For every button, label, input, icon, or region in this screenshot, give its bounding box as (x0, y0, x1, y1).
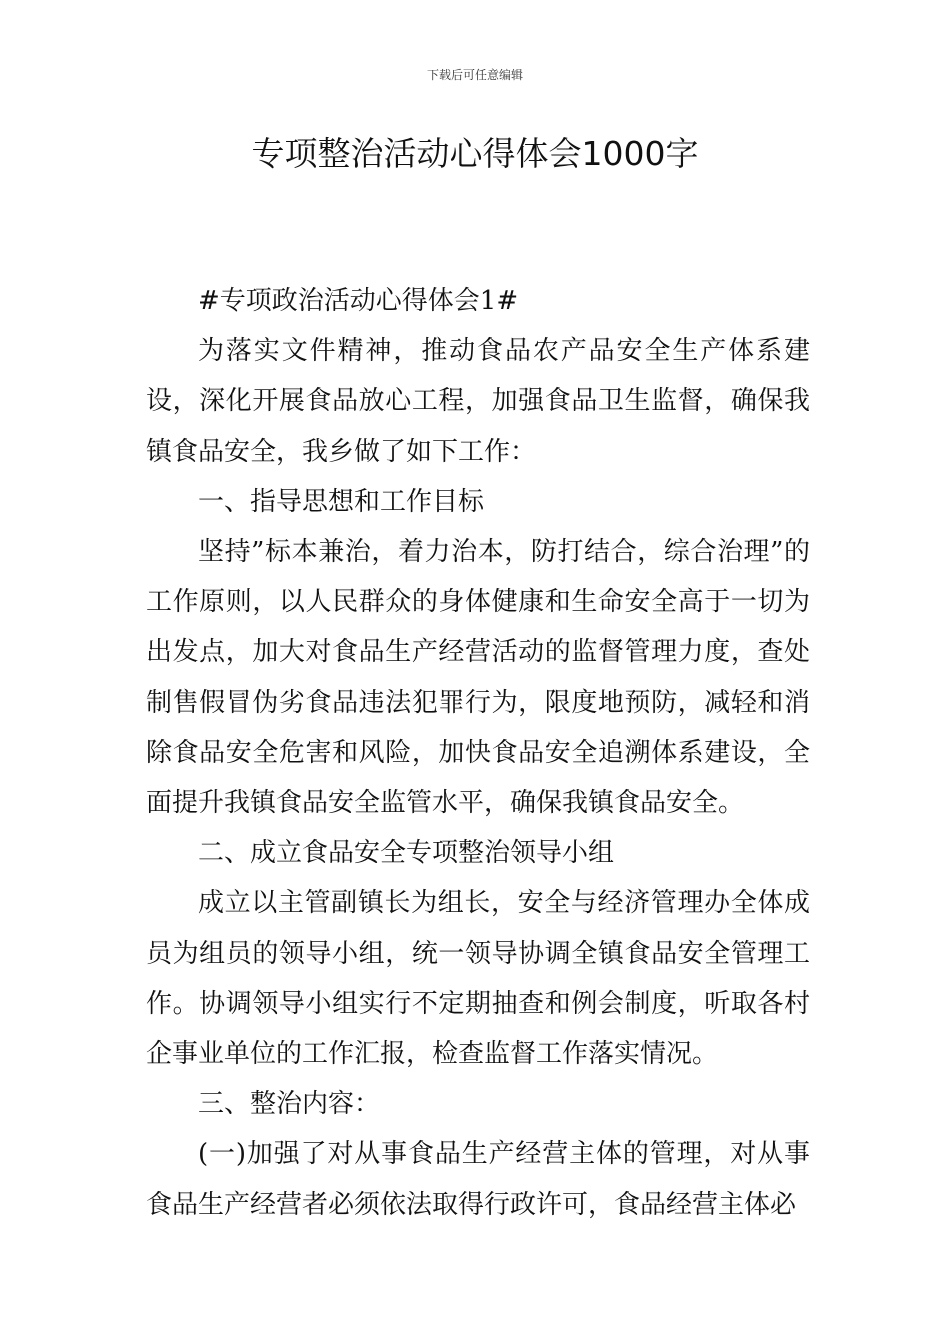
paragraph: 为落实文件精神，推动食品农产品安全生产体系建设，深化开展食品放心工程，加强食品卫生监督，确保我镇食品安全，我乡做了如下工作： (146, 336, 810, 467)
document-body (146, 276, 810, 1230)
paragraph: 坚持”标本兼治，着力治本，防打结合，综合治理”的工作原则，以人民群众的身体健康和生命安全高于一切为出发点，加大对食品生产经营活动的监督管理力度，查处制售假冒伪劣食品违法犯罪行为，限度地预防，减轻和消除食品安全危害和风险，加快食品安全追溯体系建设，全面提升我镇食品安全监管水平，确保我镇食品安全。 (146, 537, 810, 819)
document-title: 专项整治活动心得体会1000字 (251, 134, 699, 173)
header-note: 下载后可任意编辑 (426, 68, 523, 82)
paragraph: (一)加强了对从事食品生产经营主体的管理，对从事食品生产经营者必须依法取得行政许可，食品经营主体必 (146, 1139, 810, 1220)
section-heading: 三、整治内容： (198, 1089, 381, 1120)
paragraph: 成立以主管副镇长为组长，安全与经济管理办全体成员为组员的领导小组，统一领导协调全镇食品安全管理工作。协调领导小组实行不定期抽查和例会制度，听取各村企事业单位的工作汇报，检查监督工作落实情况。 (146, 888, 810, 1070)
section-heading: 二、成立食品安全专项整治领导小组 (198, 838, 615, 869)
section-heading: #专项政治活动心得体会1# (198, 286, 519, 316)
section-heading: 一、指导思想和工作目标 (198, 486, 485, 517)
